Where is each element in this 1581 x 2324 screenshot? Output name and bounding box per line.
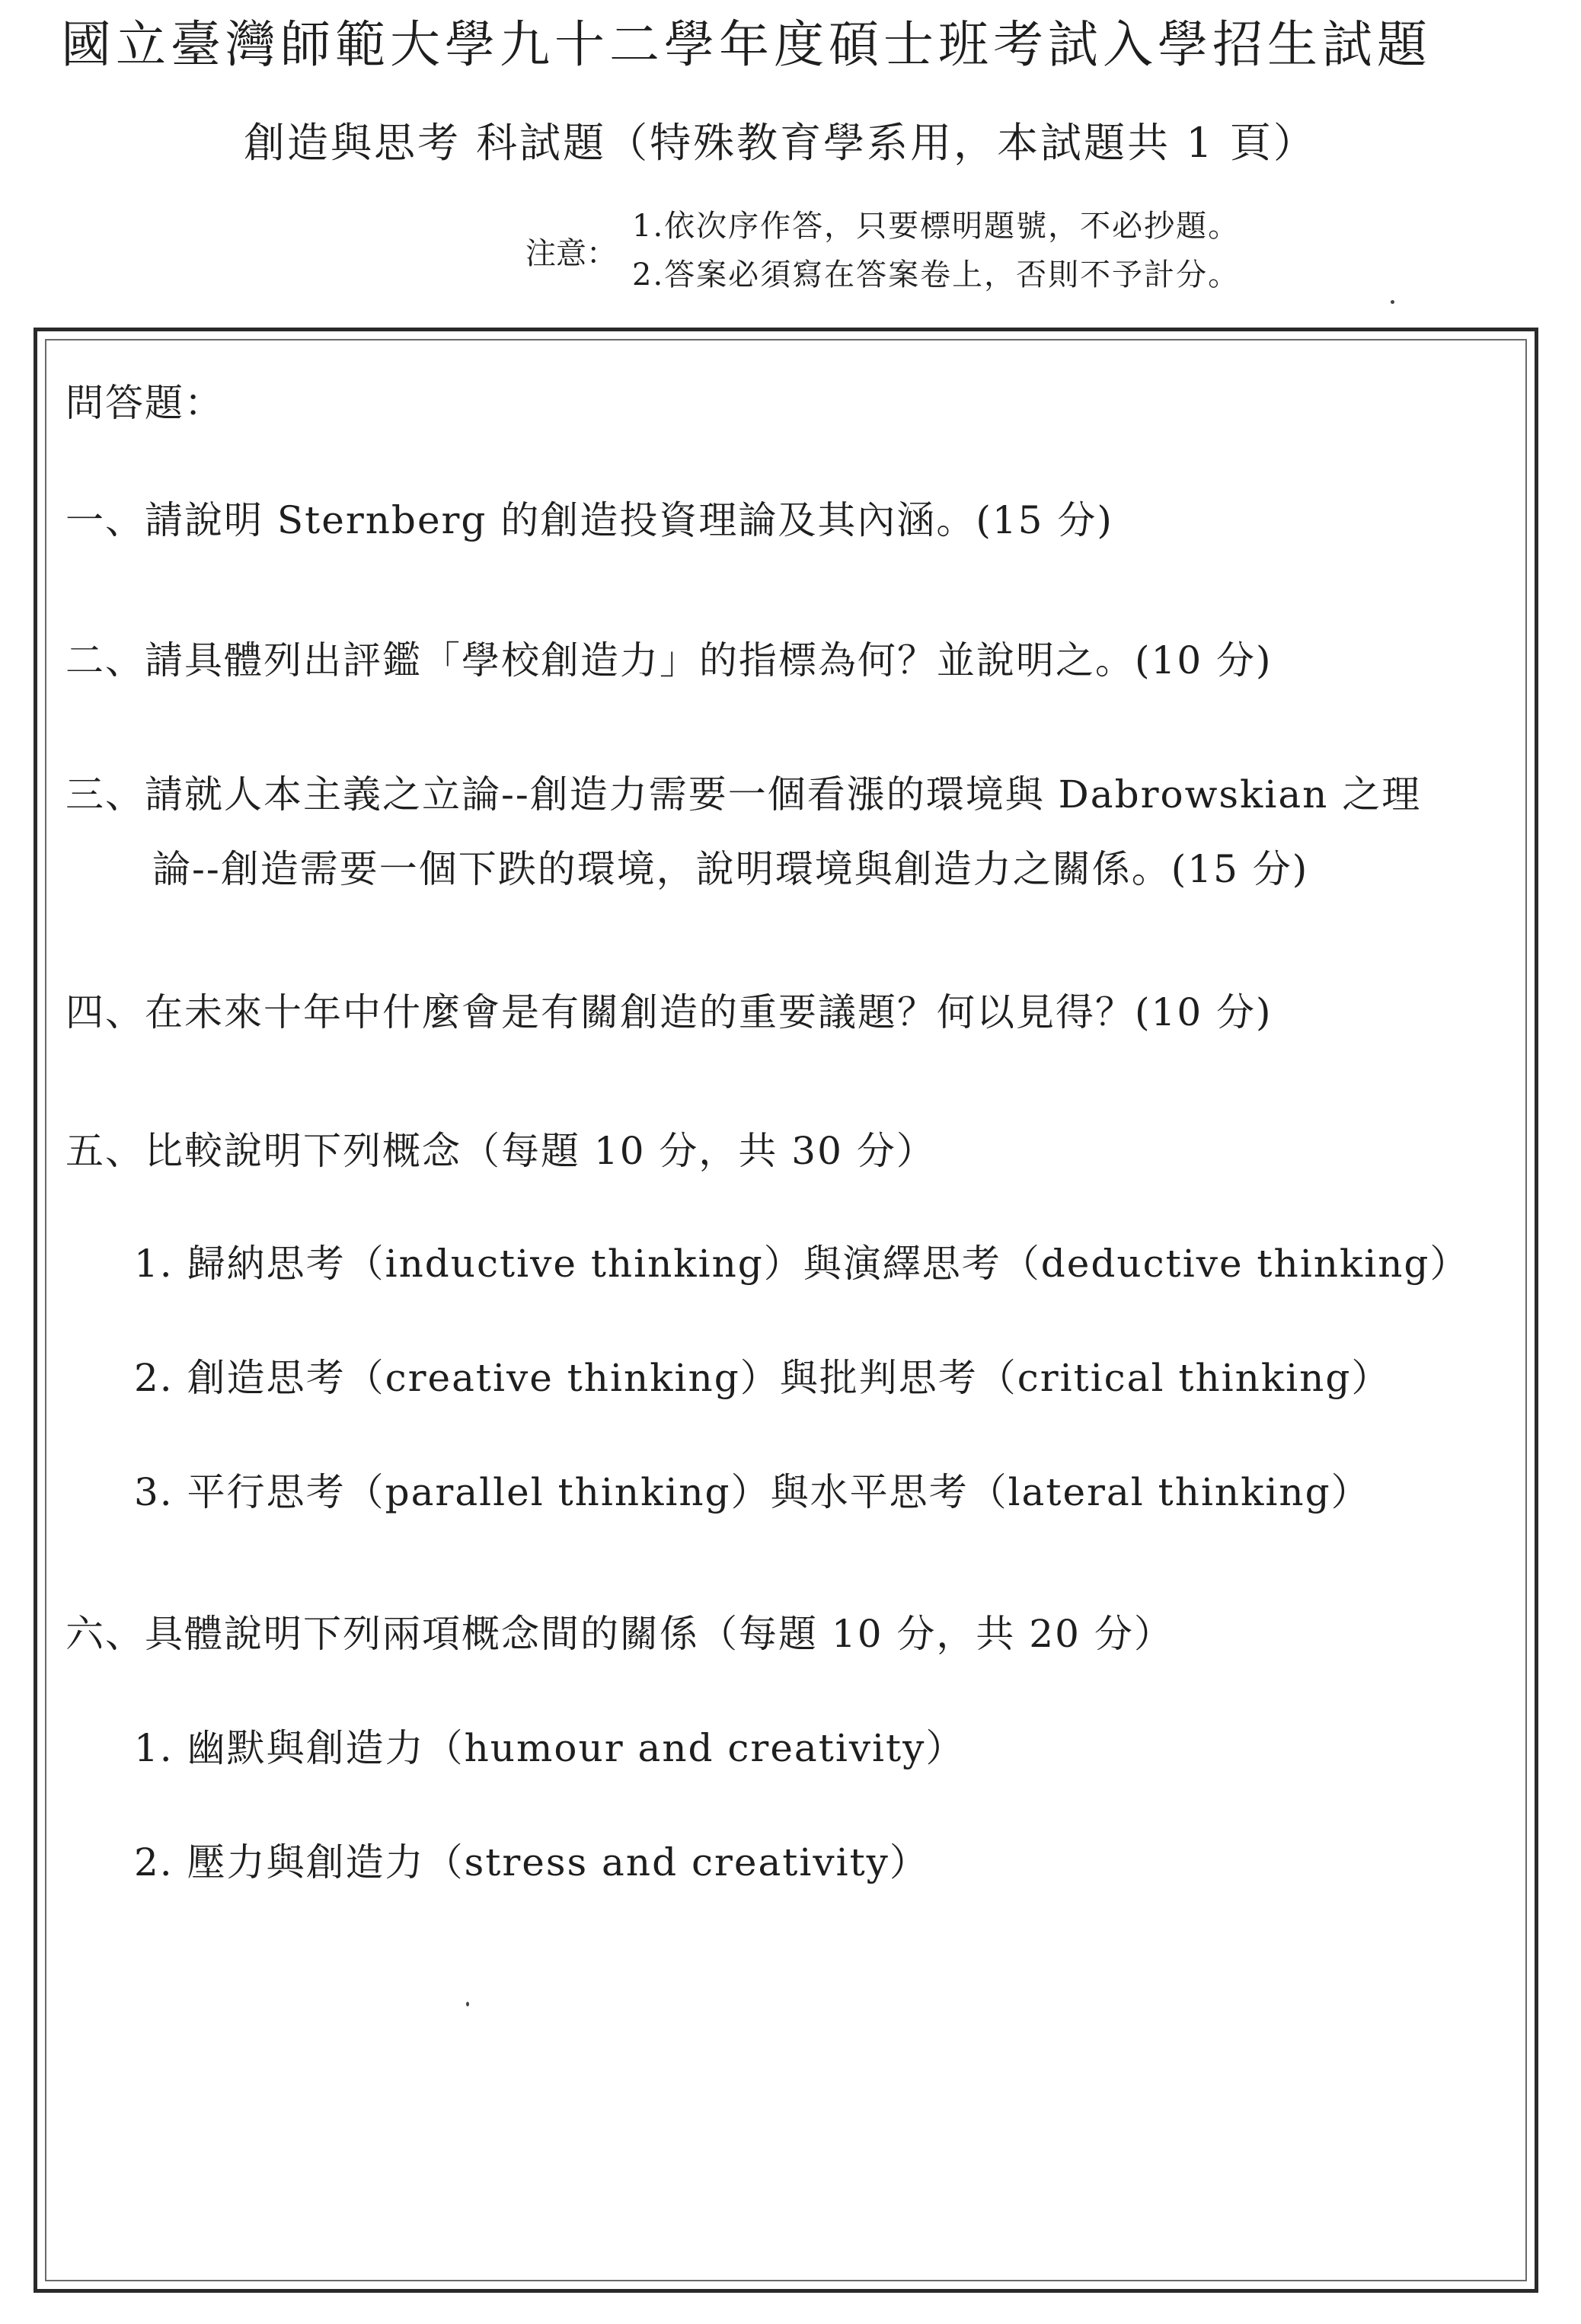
notice-list [632,202,1240,299]
question-1: 一、請說明 Sternberg 的創造投資理論及其內涵。(15 分) [65,498,1113,542]
scan-speck [466,2002,469,2006]
exam-subtitle: 創造與思考 科試題（特殊教育學系用，本試題共 1 頁） [244,119,1317,167]
question-5-item-2: 2. 創造思考（creative thinking）與批判思考（critical thinking） [134,1356,1391,1400]
question-frame [34,328,1538,2293]
question-3-line-1: 三、請就人本主義之立論--創造力需要一個看漲的環境與 Dabrowskian 之理 [65,772,1422,817]
question-5-item-3: 3. 平行思考（parallel thinking）與水平思考（lateral thinking） [134,1470,1371,1514]
question-6: 六、具體說明下列兩項概念間的關係（每題 10 分，共 20 分） [65,1612,1174,1656]
question-3-line-2: 論--創造需要一個下跌的環境，說明環境與創造力之關係。(15 分) [152,847,1309,891]
exam-title: 國立臺灣師範大學九十二學年度碩士班考試入學招生試題 [61,15,1432,74]
question-5: 五、比較說明下列概念（每題 10 分，共 30 分） [65,1129,936,1173]
question-4: 四、在未來十年中什麼會是有關創造的重要議題？何以見得？(10 分) [65,990,1273,1034]
scan-speck [1391,300,1394,304]
question-6-item-2: 2. 壓力與創造力（stress and creativity） [134,1840,929,1884]
section-title: 問答題： [65,381,224,425]
notice-item-2: 2.答案必須寫在答案卷上，否則不予計分。 [632,257,1241,292]
question-2: 二、請具體列出評鑑「學校創造力」的指標為何？並說明之。(10 分) [65,638,1273,682]
question-frame-inner-border [45,339,1527,2281]
question-5-item-1: 1. 歸納思考（inductive thinking）與演繹思考（deductive thinking） [134,1242,1470,1286]
notice-label: 注意： [525,236,617,271]
notice-item-1: 1.依次序作答，只要標明題號，不必抄題。 [632,209,1241,244]
question-6-item-1: 1. 幽默與創造力（humour and creativity） [134,1726,966,1770]
